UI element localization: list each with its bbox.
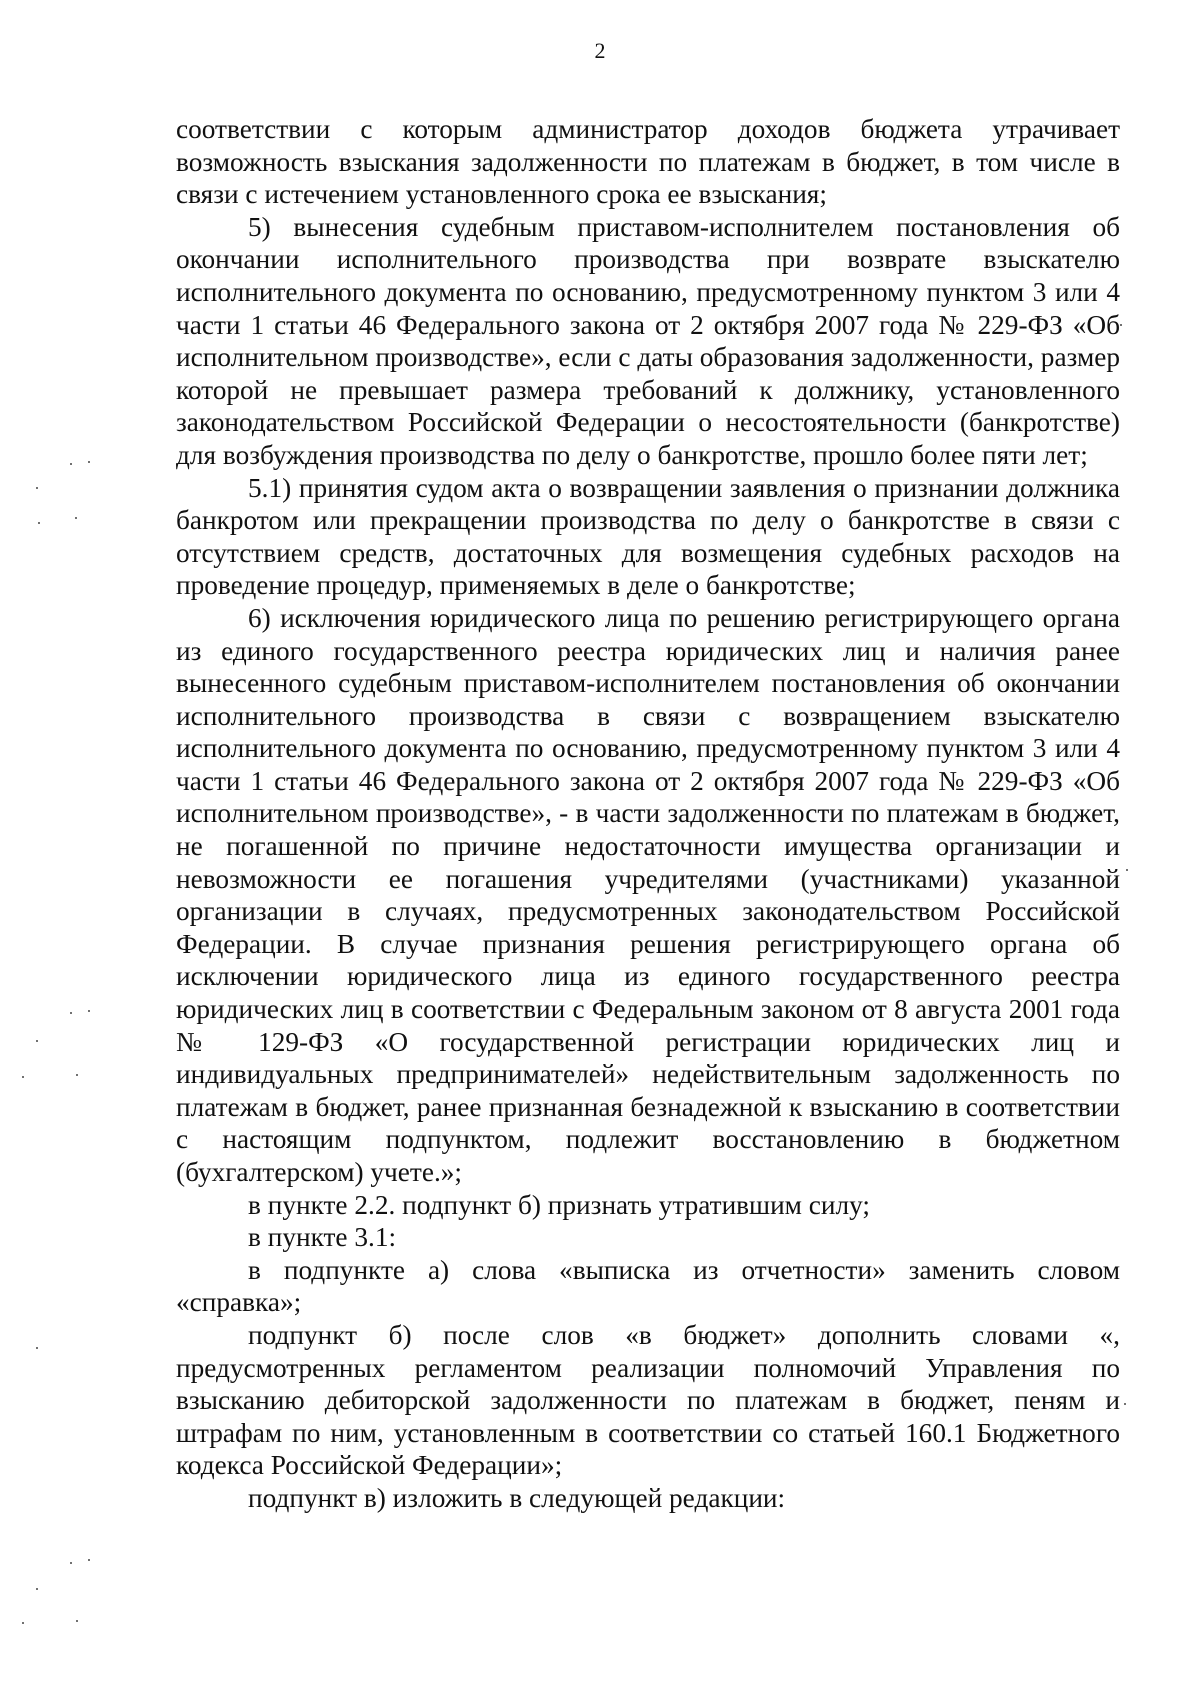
scan-speck [38,522,40,524]
scan-speck [76,1620,78,1622]
scan-speck [36,487,38,489]
scan-speck [75,517,77,519]
scan-speck [22,1622,24,1624]
document-body [176,113,1120,1515]
page-number: 2 [594,38,606,63]
scan-speck [70,1012,72,1014]
scan-speck [1120,324,1122,326]
scan-speck [36,1040,38,1042]
paragraph-item-5-1: 5.1) принятия судом акта о возвращении заявления о признании должника банкротом или прекращении производства по делу о банкротстве в связи с отсутствием средств, достаточных для возмещения судебных расходов на проведение процедур, применяемых в деле о банкротстве; [176,472,1120,601]
scan-speck [88,1010,90,1012]
scan-speck [88,1559,90,1561]
scan-speck [88,461,90,463]
scan-speck [22,1076,24,1078]
paragraph-item-5: 5) вынесения судебным приставом-исполнителем постановления об окончании исполнительного производства при возврате взыскателю исполнительного документа по основанию, предусмотренному пунктом 3 или 4 части 1 статьи 46 Федерального закона от 2 октября 2007 года № 229-ФЗ «Об исполнительном производстве», если с даты образования задолженности, размер которой не превышает размера требований к должнику, установленного законодательством Российской Федерации о несостоятельности (банкротстве) для возбуждения производства по делу о банкротстве, прошло более пяти лет; [176,211,1120,470]
paragraph-subclause-a: в подпункте а) слова «выписка из отчетности» заменить словом «справка»; [176,1254,1120,1318]
paragraph-continuation: соответствии с которым администратор доходов бюджета утрачивает возможность взыскания задолженности по платежам в бюджет, в том числе в связи с истечением установленного срока ее взыскания; [176,114,1120,210]
paragraph-subclause-b: подпункт б) после слов «в бюджет» дополнить словами «, предусмотренных регламентом реализации полномочий Управления по взысканию дебиторской задолженности по платежам в бюджет, пеням и штрафам по ним, установленным в соответствии со статьей 160.1 Бюджетного кодекса Российской Федерации»; [176,1319,1120,1481]
scan-speck [36,1347,38,1349]
paragraph-clause-2-2: в пункте 2.2. подпункт б) признать утратившим силу; [248,1189,871,1220]
scan-speck [1124,1403,1126,1405]
scan-speck [1126,869,1128,871]
scan-speck [70,1562,72,1564]
paragraph-clause-3-1: в пункте 3.1: [248,1222,397,1253]
scan-speck [36,1588,38,1590]
scan-speck [76,1074,78,1076]
scan-speck [70,463,72,465]
paragraph-item-6: 6) исключения юридического лица по решению регистрирующего органа из единого государственного реестра юридических лиц и наличия ранее вынесенного судебным приставом-исполнителем постановления об окончании исполнительного производства в связи с возвращением взыскателю исполнительного документа по основанию, предусмотренному пунктом 3 или 4 части 1 статьи 46 Федерального закона от 2 октября 2007 года № 229-ФЗ «Об исполнительном производстве», - в части задолженности по платежам в бюджет, не погашенной по причине недостаточности имущества организации и невозможности ее погашения учредителями (участниками) указанной организации в случаях, предусмотренных законодательством Российской Федерации. В случае признания решения регистрирующего органа об исключении юридического лица из единого государственного реестра юридических лиц в соответствии с Федеральным законом от 8 августа 2001 года № 129-ФЗ «О государственной регистрации юридических лиц и индивидуальных предпринимателей» недействительным задолженность по платежам в бюджет, ранее признанная безнадежной к взысканию в соответствии с настоящим подпунктом, подлежит восстановлению в бюджетном (бухгалтерском) учете.»; [176,602,1120,1187]
paragraph-subclause-v: подпункт в) изложить в следующей редакции: [248,1482,786,1513]
